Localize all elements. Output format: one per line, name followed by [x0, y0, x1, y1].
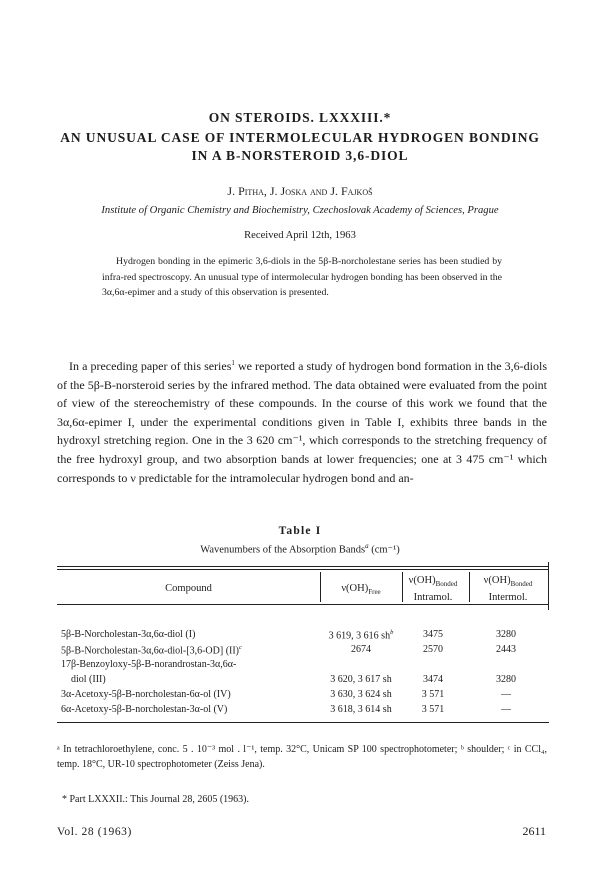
paper-title-line2: AN UNUSUAL CASE OF INTERMOLECULAR HYDROGEN BONDING [60, 130, 540, 145]
cell-free-value: 3 619, 3 616 sh [328, 630, 391, 642]
table-title: Table I [278, 525, 322, 537]
header-intermol [469, 574, 547, 604]
table-top-rule-double [57, 569, 549, 570]
cell-intramol: 3 571 [421, 689, 445, 700]
cell-intramol: 2570 [423, 644, 443, 655]
page-number: 2611 [522, 824, 546, 838]
cell-compound: 6α-Acetoxy-5β-B-norcholestan-3α-ol (V) [61, 704, 228, 715]
cell-free: 3 618, 3 614 sh [330, 704, 392, 715]
header-intermol-line1 [469, 574, 547, 591]
table-row [57, 704, 549, 718]
header-intermol-sub: Bonded [510, 580, 533, 589]
cell-free: 2674 [351, 644, 371, 655]
cell-intermol: — [501, 704, 511, 715]
table-caption-text: Wavenumbers of the Absorption Bands [200, 544, 366, 556]
abstract-text: Hydrogen bonding in the epimeric 3,6-diols in the 5β-B-norcholestane series has been studied by infra-red spectroscopy. An unusual type of intermolecular hydrogen bonding has been observed in the 3α,6α-epimer and a study of this observation is presented. [102, 256, 502, 298]
cell-free-footnote: b [390, 629, 394, 636]
journal-volume: Vol. 28 (1963) [57, 826, 132, 838]
header-intermol-label: ν(OH) [483, 575, 511, 586]
cell-compound: 17β-Benzoyloxy-5β-B-norandrostan-3α,6α- [61, 659, 237, 670]
body-text-part2: we reported a study of hydrogen bond formation in the 3,6-diols of the 5β-B-norsteroid series by the infrared method. The data obtained were evaluated from the point of view of the stereochemistry of these compounds. In the course of this work we found that the 3α,6α-epimer I, under the experimental conditions given in Table I, exhibits three bands in the hydroxyl stretching region. One in the 3 620 cm⁻¹, which corresponds to the stretching frequency of the free hydroxyl group, and two absorption bands at lower frequencies; one at 3 475 cm⁻¹ which corresponds to ν predictable for the intramolecular hydrogen bond and an- [57, 359, 547, 485]
institute: Institute of Organic Chemistry and Biochemistry, Czechoslovak Academy of Sciences, Prague [101, 205, 499, 216]
authors: J. Pitha, J. Joska and J. Fajkoš [227, 184, 373, 198]
table-caption-unit: (cm⁻¹) [368, 544, 400, 556]
header-intramol-line1 [402, 574, 464, 591]
header-free-oh-label: ν(OH) [341, 583, 369, 594]
table-footnote: ᵃ In tetrachloroethylene, conc. 5 . 10⁻³ mol . l⁻¹, temp. 32°C, Unicam SP 100 spectrophotometer; ᵇ shoulder; ᶜ in CCl₄, temp. 18°C, UR-10 spectrophotometer (Zeiss Jena). [57, 744, 547, 770]
series-footnote: * Part LXXXII.: This Journal 28, 2605 (1963). [62, 794, 250, 805]
header-free-oh [320, 582, 402, 599]
received-date: Received April 12th, 1963 [244, 230, 356, 241]
table-col-divider-1 [320, 572, 321, 602]
table-header-rule [57, 604, 549, 605]
table-row [57, 674, 549, 688]
table-row [57, 629, 549, 643]
cell-intermol: 3280 [496, 629, 516, 640]
cell-compound: 3α-Acetoxy-5β-B-norcholestan-6α-ol (IV) [61, 689, 231, 700]
header-intramol-sub: Bonded [435, 580, 458, 589]
cell-compound: diol (III) [61, 674, 106, 685]
cell-compound: 5β-B-Norcholestan-3α,6α-diol (I) [61, 629, 196, 640]
table-right-edge [548, 562, 549, 610]
cell-free [320, 629, 402, 641]
cell-intramol: 3475 [423, 629, 443, 640]
body-text-part1: In a preceding paper of this series [69, 359, 232, 373]
table-top-rule [57, 566, 549, 567]
cell-compound-text: 5β-B-Norcholestan-3α,6α-diol-[3,6-OD] (II) [61, 645, 240, 657]
table-col-divider-2 [402, 572, 403, 602]
cell-free: 3 630, 3 624 sh [330, 689, 392, 700]
cell-intermol: 2443 [496, 644, 516, 655]
paper-title-line3: IN A B-NORSTEROID 3,6-DIOL [191, 148, 409, 163]
body-text [57, 354, 547, 487]
table-bottom-rule [57, 722, 549, 723]
table-caption [0, 542, 600, 556]
cell-compound-footnote: c [239, 644, 242, 651]
paper-title-line1: ON STEROIDS. LXXXIII.* [208, 110, 392, 125]
cell-intermol: 3280 [496, 674, 516, 685]
header-free-oh-sub: Free [368, 588, 381, 597]
table-caption-footnote-mark: a [365, 542, 369, 550]
cell-intermol: — [501, 689, 511, 700]
cell-intramol: 3 571 [421, 704, 445, 715]
reference-marker: 1 [231, 359, 235, 367]
table-row [57, 659, 549, 673]
header-intramol-label: ν(OH) [408, 575, 436, 586]
header-intramol [402, 574, 464, 604]
table-col-divider-3 [469, 572, 470, 602]
header-intramol-line2: Intramol. [413, 592, 453, 604]
cell-intramol: 3474 [423, 674, 443, 685]
cell-compound [61, 644, 242, 656]
header-intermol-line2: Intermol. [488, 592, 528, 604]
table-row [57, 689, 549, 703]
cell-free: 3 620, 3 617 sh [330, 674, 392, 685]
abstract [102, 254, 502, 301]
table-row [57, 644, 549, 658]
header-compound: Compound [165, 583, 212, 594]
body-paragraph [57, 354, 547, 487]
